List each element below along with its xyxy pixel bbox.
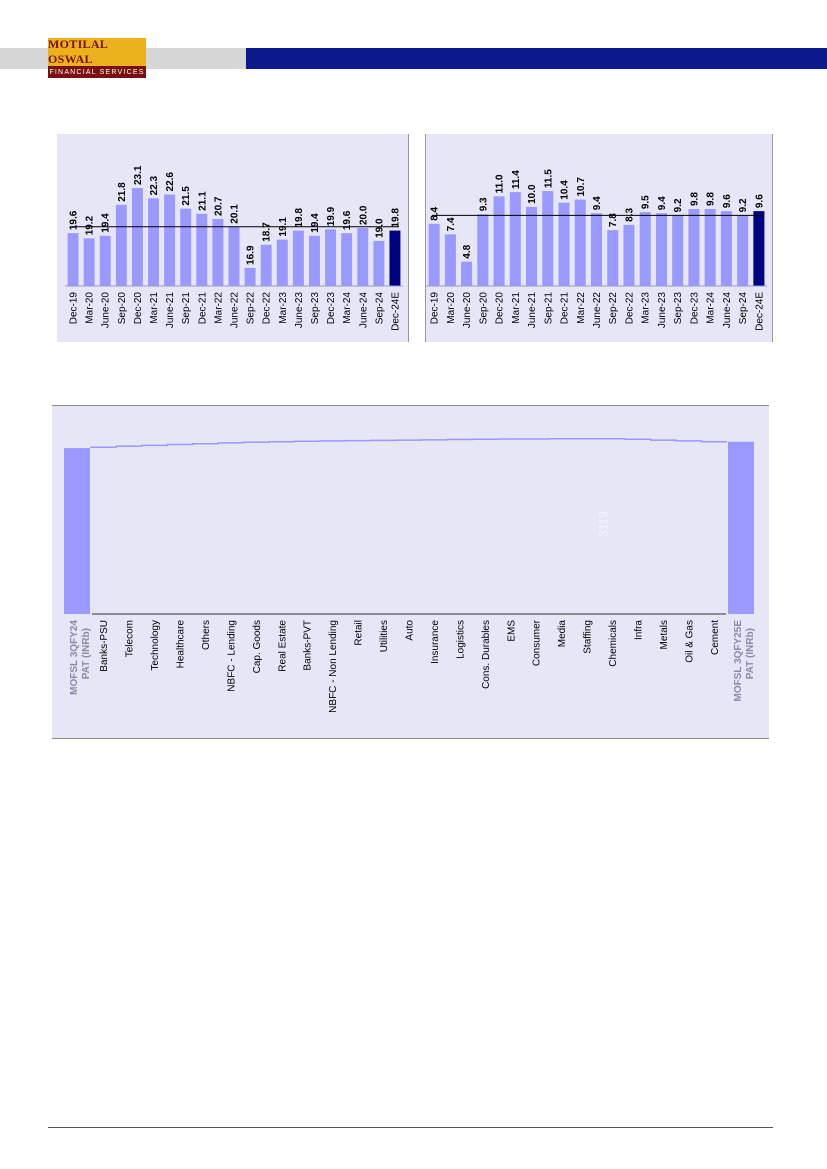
x-tick-label: NBFC - Lending [226, 620, 238, 692]
x-tick-label: Dec-20 [494, 292, 506, 325]
data-label: 20.0 [358, 205, 370, 225]
end-total-label: MOFSL 3QFY25EPAT (INRb) [733, 620, 756, 702]
data-label: 22.3 [149, 175, 161, 196]
chart-bar [341, 233, 352, 286]
chart-bar [656, 213, 667, 286]
x-tick-label: Telecom [124, 620, 136, 658]
x-tick-label: Chemicals [608, 620, 620, 667]
x-tick-label: NBFC - Non Lending [328, 620, 340, 713]
x-tick-label: Dec-21 [197, 292, 209, 325]
x-tick-label: Dec-20 [132, 292, 144, 325]
x-tick-label: June-24 [358, 292, 370, 329]
x-tick-label: Insurance [429, 620, 441, 664]
data-label: 20.7 [213, 196, 225, 216]
x-tick-label: Dec-19 [68, 292, 80, 325]
data-label: 7.8 [608, 213, 620, 228]
x-tick-label: Cement [709, 620, 721, 656]
chart-bar [526, 207, 537, 286]
data-label: 10.4 [559, 180, 571, 200]
data-label: 9.2 [673, 198, 685, 213]
chart-bar [180, 209, 191, 286]
x-tick-label: Dec-21 [559, 292, 571, 325]
x-tick-label: June-23 [656, 292, 668, 329]
x-tick-label: Banks-PSU [99, 620, 111, 672]
data-label: 11.0 [494, 174, 506, 194]
data-label: 19.9 [326, 206, 338, 227]
x-tick-label: Healthcare [175, 620, 187, 669]
x-tick-label: June-23 [293, 292, 305, 329]
x-tick-label: June-21 [527, 292, 539, 329]
chart-bar [277, 240, 288, 286]
x-tick-label: Dec-24E [390, 292, 402, 331]
x-tick-label: Retail [353, 620, 365, 646]
chart-bar [132, 188, 143, 286]
chart-bar [575, 200, 586, 286]
chart-bar [229, 227, 240, 286]
x-tick-label: June-20 [100, 292, 112, 329]
start-total-label: MOFSL 3QFY24PAT (INRb) [69, 620, 92, 695]
x-tick-label: Media [557, 620, 569, 648]
x-tick-label: Dec-23 [689, 292, 701, 325]
data-label: 9.2 [738, 198, 750, 213]
x-tick-label: Mar-23 [640, 292, 652, 324]
x-tick-label: Sep-24 [738, 292, 750, 325]
data-label: 18.7 [261, 222, 273, 242]
x-tick-label: Sep-23 [673, 292, 685, 325]
data-label: 8.4 [429, 206, 441, 221]
x-tick-label: Cap. Goods [251, 620, 263, 674]
logo-brand-subtitle: FINANCIAL SERVICES [48, 66, 146, 78]
data-label: 21.5 [181, 186, 193, 206]
x-tick-label: June-24 [721, 292, 733, 329]
data-label: 9.8 [705, 192, 717, 207]
chart-bar [196, 214, 207, 286]
x-tick-label: Technology [150, 620, 162, 671]
logo-brand-name: MOTILAL OSWAL [48, 38, 146, 66]
waterfall-step-line [91, 439, 727, 448]
chart-bar [477, 214, 488, 286]
chart-bar [429, 224, 440, 286]
x-tick-label: Dec-19 [429, 292, 441, 325]
x-tick-label: Dec-24E [754, 292, 766, 331]
data-label: 9.4 [656, 196, 668, 211]
bar-chart-left [57, 134, 408, 342]
chart-bar [389, 231, 400, 286]
chart-bar [148, 198, 159, 286]
x-tick-label: Mar-20 [445, 292, 457, 324]
chart-bar [373, 241, 384, 286]
x-tick-label: Dec-22 [624, 292, 636, 325]
data-label: 21.1 [197, 191, 209, 211]
data-label: 19.1 [277, 217, 289, 237]
x-tick-label: Logistics [455, 620, 467, 659]
x-tick-label: Cons. Durables [480, 620, 492, 689]
data-label: 19.6 [342, 210, 354, 231]
chart-bar [688, 209, 699, 286]
chart-bar [737, 215, 748, 286]
x-tick-label: June-20 [462, 292, 474, 329]
chart-bar [245, 268, 256, 286]
chart-bar [721, 211, 732, 286]
x-tick-label: Dec-22 [261, 292, 273, 325]
x-tick-label: Auto [404, 620, 416, 641]
x-tick-label: Sep-22 [608, 292, 620, 325]
chart-bar [607, 230, 618, 286]
chart-panel-waterfall [52, 405, 769, 739]
x-tick-label: Sep-22 [245, 292, 257, 325]
x-tick-label: Sep-21 [543, 292, 555, 325]
x-tick-label: Mar-22 [213, 292, 225, 324]
data-label: 9.6 [754, 194, 766, 209]
data-label: 21.8 [116, 182, 128, 202]
data-label: 16.9 [245, 245, 257, 265]
x-tick-label: Staffing [582, 620, 594, 654]
end-total-bar [728, 442, 754, 614]
chart-bar [461, 262, 472, 286]
chart-bar [309, 236, 320, 286]
chart-bar [623, 225, 634, 286]
x-tick-label: Mar-21 [149, 292, 161, 324]
data-label: 23.1 [132, 165, 144, 186]
chart-panel-right [425, 134, 773, 342]
chart-bar [68, 233, 79, 286]
chart-bar [494, 196, 505, 286]
chart-bar [672, 215, 683, 286]
x-tick-label: Others [200, 620, 212, 651]
x-tick-label: Mar-23 [277, 292, 289, 324]
bar-chart-right [426, 134, 772, 342]
x-tick-label: Infra [633, 620, 645, 641]
data-label: 19.2 [84, 215, 96, 236]
x-tick-label: June-22 [592, 292, 603, 329]
data-label: 11.4 [510, 170, 522, 190]
data-label: 19.8 [390, 208, 402, 228]
data-label: 19.4 [309, 213, 321, 233]
chart-bar [261, 245, 272, 286]
x-tick-label: EMS [506, 620, 518, 642]
x-tick-label: Mar-24 [342, 292, 354, 324]
x-tick-label: June-22 [229, 292, 241, 329]
x-tick-label: Sep-24 [374, 292, 386, 325]
data-label: 9.3 [478, 197, 490, 212]
data-label: 20.1 [229, 204, 241, 224]
header-navy-band [246, 48, 827, 69]
data-label: 19.0 [374, 218, 386, 238]
data-label: 4.8 [462, 244, 474, 259]
chart-bar [100, 236, 111, 286]
chart-bar [542, 191, 553, 286]
data-label: 19.6 [68, 210, 80, 231]
data-label: 22.6 [165, 172, 177, 192]
chart-bar [591, 213, 602, 286]
x-tick-label: Sep-23 [309, 292, 321, 325]
data-label: 7.4 [445, 217, 457, 232]
x-tick-label: Dec-23 [326, 292, 338, 325]
data-label: 19.8 [293, 208, 305, 228]
data-label: 19.4 [100, 213, 112, 233]
x-tick-label: Metals [658, 620, 670, 650]
chart-bar [705, 209, 716, 286]
x-tick-label: Sep-21 [181, 292, 193, 325]
company-logo [48, 38, 146, 78]
chart-bar [212, 219, 223, 286]
x-tick-label: Mar-24 [705, 292, 717, 324]
chart-bar [753, 211, 764, 286]
chart-panel-left [57, 134, 409, 342]
x-tick-label: Utilities [379, 620, 391, 653]
data-label: 9.5 [640, 195, 652, 210]
waterfall-chart [52, 406, 769, 738]
data-label: 9.4 [592, 196, 603, 211]
x-tick-label: Mar-21 [510, 292, 522, 324]
chart-bar [116, 205, 127, 286]
chart-bar [164, 194, 175, 286]
x-tick-label: June-21 [165, 292, 177, 329]
chart-bar [325, 229, 336, 286]
x-tick-label: Consumer [531, 620, 543, 667]
start-total-bar [64, 448, 90, 614]
data-label: 10.7 [575, 177, 587, 197]
data-label: 9.6 [721, 194, 733, 209]
chart-bar [640, 212, 651, 286]
chart-bar [445, 234, 456, 286]
data-label: 9.8 [689, 192, 701, 207]
chart-bar [510, 192, 521, 286]
data-label: 8.3 [624, 207, 636, 222]
x-tick-label: Mar-22 [575, 292, 587, 324]
x-tick-label: Sep-20 [478, 292, 490, 325]
x-tick-label: Real Estate [277, 620, 289, 672]
data-label: 11.5 [543, 169, 555, 189]
x-tick-label: Mar-20 [84, 292, 96, 324]
x-tick-label: Sep-20 [116, 292, 128, 325]
x-tick-label: Banks-PVT [302, 620, 314, 671]
faint-overlay-text: 3119 [596, 511, 611, 537]
x-tick-label: Oil & Gas [684, 620, 696, 663]
data-label: 10.0 [527, 184, 539, 204]
chart-bar [357, 228, 368, 286]
chart-bar [293, 231, 304, 286]
footer-divider [48, 1127, 773, 1128]
chart-bar [84, 238, 95, 286]
